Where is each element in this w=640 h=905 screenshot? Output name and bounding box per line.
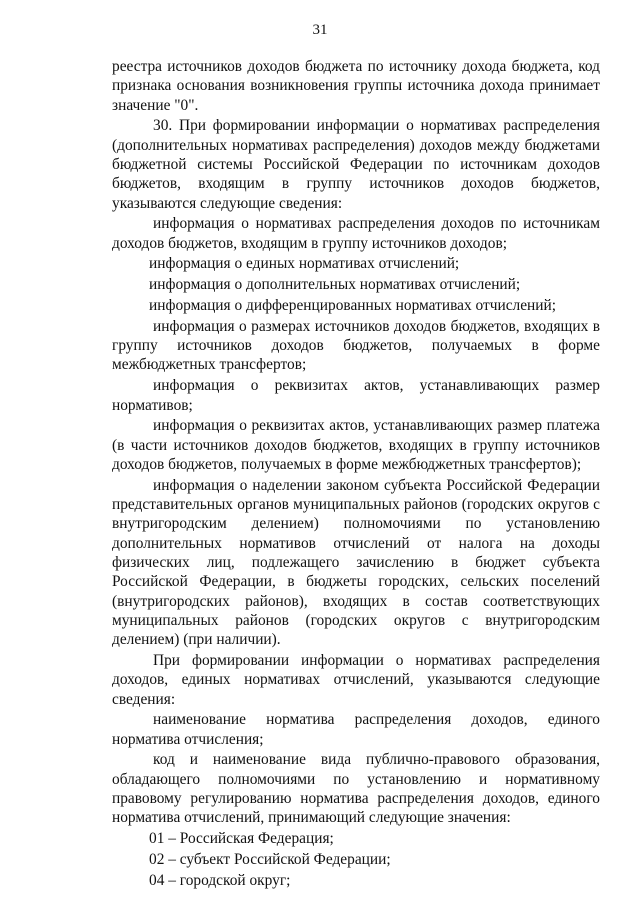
paragraph-info-differentiated-norms: информация о дифференцированных нормативах отчислений;: [149, 297, 557, 315]
paragraph-info-additional-norms: информация о дополнительных нормативах отчислений;: [149, 276, 521, 294]
paragraph-info-norm-acts: информация о реквизитах актов, устанавливающих размер нормативов;: [112, 377, 600, 414]
list-item-code-02: 02 – субъект Российской Федерации;: [149, 850, 391, 868]
paragraph-entity-code: код и наименование вида публично-правового образования, обладающего полномочиями по установлению и нормативному правовому регулированию норматива распределения доходов, единого норматива отчислений, принимающий следующие значения:: [112, 751, 600, 827]
page-number: 31: [312, 22, 328, 38]
paragraph-info-payment-acts: информация о реквизитах актов, устанавливающих размер платежа (в части источников доходов бюджетов, входящих в группу источников доходов бюджетов, получаемых в форме межбюджетных трансфертов);: [112, 417, 600, 473]
paragraph-continuation: реестра источников доходов бюджета по источнику дохода бюджета, код признака основания возникновения группы источника дохода принимает значение "0".: [112, 58, 600, 114]
paragraph-forming-info: При формировании информации о нормативах распределения доходов, единых нормативах отчислений, указываются следующие сведения:: [112, 651, 600, 708]
paragraph-item-30: 30. При формировании информации о нормативах распределения (дополнительных нормативах распределения) доходов между бюджетами бюджетной системы Российской Федерации по источникам доходов бюджетов, входящим в группу источников доходов бюджетов, указываются следующие сведения:: [112, 117, 600, 212]
paragraph-info-law-powers: информация о наделении законом субъекта Российской Федерации представительных органов муниципальных районов (городских округов с внутригородским делением) полномочиями по установлению дополнительных нормативов отчислений от налога на доходы физических лиц, подлежащего зачислению в бюджет субъекта Российской Федерации, в бюджеты городских, сельских поселений (внутригородских районов), входящих в состав соответствующих муниципальных районов (городских округов с внутригородским делением) (при наличии).: [112, 476, 600, 649]
list-item-code-04: 04 – городской округ;: [149, 871, 291, 889]
list-item-code-01: 01 – Российская Федерация;: [149, 830, 334, 848]
paragraph-info-distribution-norms: информация о нормативах распределения доходов по источникам доходов бюджетов, входящим в группу источников доходов;: [112, 215, 600, 252]
paragraph-norm-name: наименование норматива распределения доходов, единого норматива отчисления;: [112, 711, 600, 748]
paragraph-info-transfer-sizes: информация о размерах источников доходов бюджетов, входящих в группу источников доходов бюджетов, получаемых в форме межбюджетных трансфертов;: [112, 317, 600, 374]
paragraph-info-single-norms: информация о единых нормативах отчислений;: [149, 255, 460, 273]
document-body: [112, 57, 600, 891]
